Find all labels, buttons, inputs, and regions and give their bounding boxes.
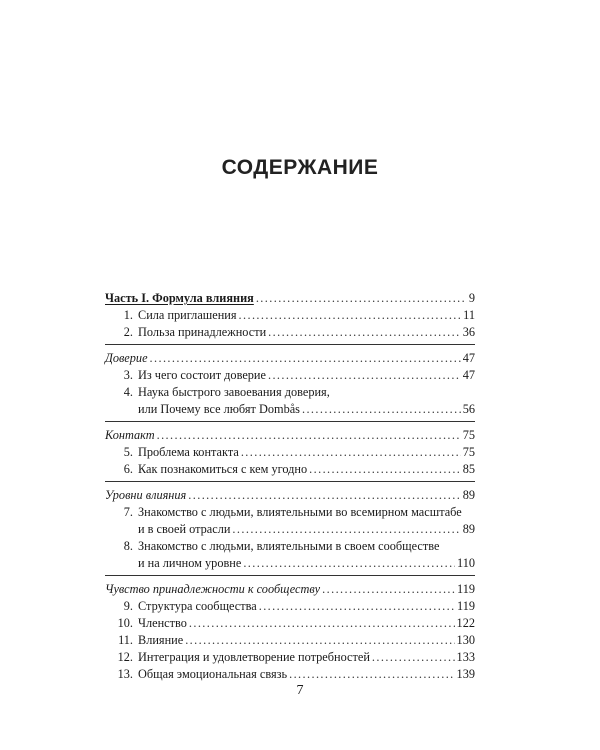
toc-group-label: Уровни влияния <box>105 488 187 502</box>
toc-page-number: 11 <box>463 308 475 322</box>
toc-leader-dots <box>322 581 455 598</box>
toc-entry-label: Проблема контакта <box>138 445 239 459</box>
toc-page-number: 75 <box>462 428 475 442</box>
toc-entry[interactable] <box>105 444 475 461</box>
toc-entry-label: Членство <box>138 616 187 630</box>
toc-leader-dots <box>309 461 461 478</box>
toc-page-number: 47 <box>462 368 475 382</box>
toc-group-heading[interactable] <box>105 427 475 444</box>
toc-entry-label: Из чего состоит доверие <box>138 368 266 382</box>
toc-entry-number: 9. <box>123 599 133 613</box>
toc-leader-dots <box>268 367 461 384</box>
toc-group-label: Контакт <box>105 428 155 442</box>
toc-leader-dots <box>188 487 460 504</box>
toc-group-label: Чувство принадлежности к сообществу <box>105 582 321 596</box>
toc-entry-number: 1. <box>123 308 133 322</box>
toc-entry-continuation[interactable] <box>105 521 475 538</box>
toc-section-levels <box>105 487 475 576</box>
toc-page-number: 130 <box>456 633 475 647</box>
toc-entry-label: Влияние <box>138 633 184 647</box>
page-title: СОДЕРЖАНИЕ <box>221 156 379 179</box>
toc-entry-number: 8. <box>123 539 133 553</box>
toc-page-number: 119 <box>457 582 475 596</box>
toc-leader-dots <box>157 427 461 444</box>
toc-leader-dots <box>372 649 455 666</box>
toc-entry-number: 3. <box>123 368 133 382</box>
toc-entry-multiline[interactable] <box>105 504 475 521</box>
toc-entry-number: 7. <box>123 505 133 519</box>
toc-page-number: 139 <box>456 667 475 681</box>
toc-entry[interactable] <box>105 666 475 683</box>
toc-page-number: 56 <box>462 402 475 416</box>
toc-entry-number: 6. <box>123 462 133 476</box>
toc-page-number: 89 <box>462 522 475 536</box>
toc-leader-dots <box>302 401 461 418</box>
toc-section-contact <box>105 427 475 482</box>
toc-entry-number: 10. <box>117 616 133 630</box>
toc-entry-continuation[interactable] <box>105 555 475 572</box>
toc-leader-dots <box>150 350 461 367</box>
toc-leader-dots <box>268 324 461 341</box>
toc-section-trust <box>105 350 475 422</box>
toc-entry-label-line2: или Почему все любят Dombås <box>138 402 300 416</box>
toc-page-number: 89 <box>462 488 475 502</box>
table-of-contents <box>105 290 475 691</box>
toc-part-heading[interactable] <box>105 290 475 307</box>
toc-entry-label: Сила приглашения <box>138 308 237 322</box>
toc-group-heading[interactable] <box>105 350 475 367</box>
toc-entry-number: 11. <box>118 633 133 647</box>
toc-leader-dots <box>239 307 462 324</box>
toc-leader-dots <box>259 598 455 615</box>
toc-section-part1 <box>105 290 475 345</box>
toc-page-number: 122 <box>456 616 475 630</box>
toc-entry[interactable] <box>105 649 475 666</box>
toc-entry[interactable] <box>105 461 475 478</box>
toc-entry-label: Как познакомиться с кем угодно <box>138 462 308 476</box>
toc-entry-multiline[interactable] <box>105 384 475 401</box>
toc-entry-number: 5. <box>123 445 133 459</box>
toc-entry-number: 13. <box>117 667 133 681</box>
toc-entry[interactable] <box>105 324 475 341</box>
page-number-footer: 7 <box>296 683 304 698</box>
toc-page-number: 133 <box>456 650 475 664</box>
toc-entry[interactable] <box>105 598 475 615</box>
toc-entry-label-line1: Знакомство с людьми, влиятельными в своем сообществе <box>138 539 440 553</box>
toc-entry-label: Общая эмоциональная связь <box>138 667 288 681</box>
toc-leader-dots <box>241 444 461 461</box>
toc-entry-label-line1: Знакомство с людьми, влиятельными во всемирном масштабе <box>138 505 462 519</box>
toc-page-number: 36 <box>462 325 475 339</box>
toc-entry-continuation[interactable] <box>105 401 475 418</box>
toc-entry-label: Интеграция и удовлетворение потребностей <box>138 650 370 664</box>
toc-leader-dots <box>185 632 454 649</box>
toc-entry[interactable] <box>105 307 475 324</box>
toc-page-number: 75 <box>462 445 475 459</box>
toc-page-number: 110 <box>457 556 475 570</box>
toc-part-label: Часть I. Формула влияния <box>105 291 254 305</box>
toc-entry-label-line2: и на личном уровне <box>138 556 242 570</box>
toc-entry-number: 2. <box>123 325 133 339</box>
toc-page-number: 119 <box>457 599 475 613</box>
toc-entry-number: 4. <box>123 385 133 399</box>
toc-entry-label-line2: и в своей отрасли <box>138 522 231 536</box>
toc-leader-dots <box>189 615 455 632</box>
toc-entry-label-line1: Наука быстрого завоевания доверия, <box>138 385 330 399</box>
toc-leader-dots <box>243 555 455 572</box>
toc-group-heading[interactable] <box>105 581 475 598</box>
toc-entry[interactable] <box>105 367 475 384</box>
toc-leader-dots <box>256 290 467 307</box>
toc-entry-label: Структура сообщества <box>138 599 257 613</box>
toc-page-number: 9 <box>468 291 475 305</box>
toc-leader-dots <box>232 521 460 538</box>
toc-page-number: 85 <box>462 462 475 476</box>
toc-entry-number: 12. <box>117 650 133 664</box>
toc-entry-label: Польза принадлежности <box>138 325 267 339</box>
toc-group-heading[interactable] <box>105 487 475 504</box>
toc-entry-multiline[interactable] <box>105 538 475 555</box>
toc-page-number: 47 <box>462 351 475 365</box>
toc-leader-dots <box>289 666 454 683</box>
toc-entry[interactable] <box>105 632 475 649</box>
toc-group-label: Доверие <box>105 351 148 365</box>
toc-entry[interactable] <box>105 615 475 632</box>
toc-section-community <box>105 581 475 686</box>
